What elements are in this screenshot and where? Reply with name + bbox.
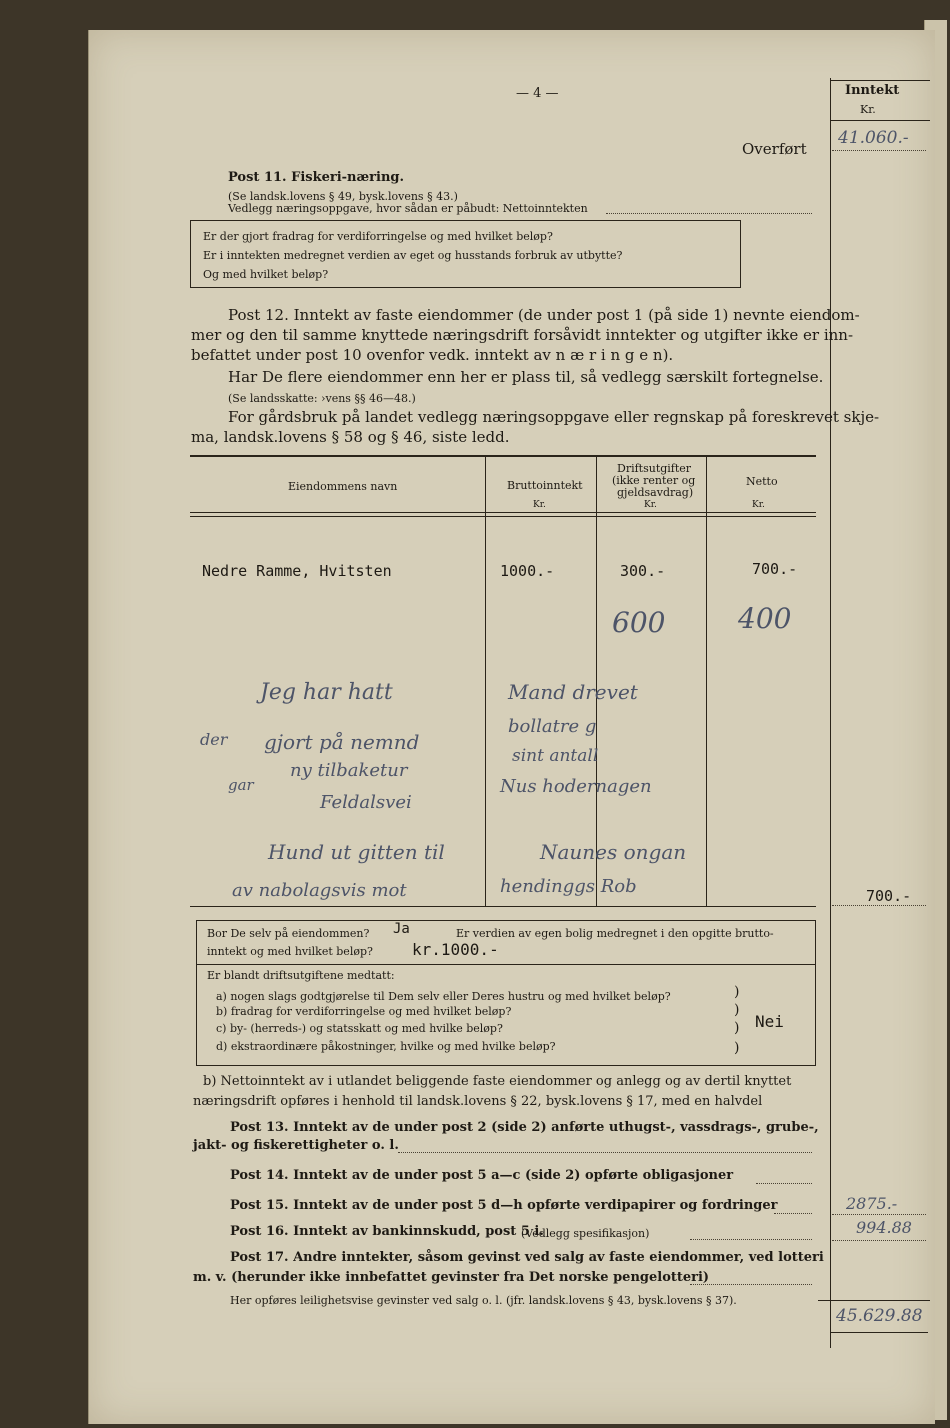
- row-brutto: 1000.-: [500, 562, 555, 580]
- table-header-rule: [190, 512, 816, 513]
- inntekt-column: [830, 78, 931, 1348]
- page-number: — 4 —: [516, 86, 559, 101]
- inntekt-post12-value: 700.-: [866, 887, 912, 905]
- table-top-rule: [190, 455, 816, 457]
- handwritten-note: ny tilbaketur: [290, 760, 408, 781]
- bracket: ): [734, 1002, 740, 1018]
- post15-line: Post 15. Inntekt av de under post 5 d—h opførte verdipapirer og fordringer: [230, 1198, 778, 1213]
- inntekt-dots: [832, 1240, 926, 1241]
- post16-line: Post 16. Inntekt av bankinnskudd, post 5 i.: [230, 1224, 544, 1239]
- inntekt-header-rule: [830, 120, 930, 121]
- post12-line: Post 12. Inntekt av faste eiendommer (de under post 1 (på side 1) nevnte eiendom-: [228, 306, 860, 324]
- blandt-label: Er blandt driftsutgiftene medtatt:: [207, 969, 395, 982]
- col-unit: Kr.: [752, 500, 765, 510]
- handwritten-netto-correction: 400: [738, 602, 792, 635]
- bor-box-divider: [196, 964, 816, 965]
- col-header-drift: gjeldsavdrag): [617, 486, 694, 499]
- handwritten-drift-correction: 600: [612, 606, 666, 639]
- post12-line: befattet under post 10 ovenfor vedk. inntekt av n æ r i n g e n).: [191, 346, 674, 364]
- col-unit: Kr.: [644, 500, 657, 510]
- handwritten-note: Hund ut gitten til: [268, 840, 445, 864]
- row-netto: 700.-: [752, 560, 798, 578]
- handwritten-note: hendinggs Rob: [500, 876, 637, 897]
- col-header-netto: Netto: [746, 475, 778, 488]
- handwritten-note: Mand drevet: [508, 680, 638, 704]
- post17-line: Post 17. Andre inntekter, såsom gevinst ved salg av faste eiendommer, ved lotteri: [230, 1250, 824, 1265]
- row-eiendom-navn: Nedre Ramme, Hvitsten: [202, 562, 392, 580]
- row-drift: 300.-: [620, 562, 666, 580]
- inntekt-header: Inntekt: [845, 83, 900, 98]
- dot-leader: [774, 1213, 812, 1214]
- bor-question: Bor De selv på eiendommen?: [207, 927, 370, 940]
- table-bottom-rule: [190, 906, 816, 907]
- dot-leader: [690, 1239, 812, 1240]
- post17-line: m. v. (herunder ikke innbefattet gevinster fra Det norske pengelotteri): [193, 1270, 710, 1285]
- table-header-rule: [190, 516, 816, 517]
- post12-gardsbruk: ma, landsk.lovens § 58 og § 46, siste ledd.: [191, 428, 510, 446]
- bolig-question: Er verdien av egen bolig medregnet i den opgitte brutto-: [456, 927, 774, 940]
- post11-ref: (Se landsk.lovens § 49, bysk.lovens § 43.): [228, 190, 458, 203]
- inntekt-dots: [832, 905, 926, 906]
- post12-ref: (Se landsskatte: ›vens §§ 46—48.): [228, 392, 416, 405]
- post11-title: Post 11. Fiskeri-næring.: [228, 170, 405, 185]
- utlandet-line: næringsdrift opføres i henhold til landsk.lovens § 22, bysk.lovens § 17, med en halvdel: [193, 1094, 763, 1109]
- inntekt-total-rule: [830, 1332, 928, 1333]
- handwritten-note: Jeg har hatt: [260, 680, 393, 705]
- inntekt-post15-value: 2875.-: [846, 1194, 898, 1213]
- post11-box-line: Og med hvilket beløp?: [203, 268, 329, 281]
- handwritten-note: Nus hodernagen: [500, 776, 652, 797]
- blandt-item: c) by- (herreds-) og statsskatt og med hvilke beløp?: [216, 1022, 503, 1035]
- handwritten-note: gar: [228, 776, 254, 794]
- col-header-drift: (ikke renter og: [612, 474, 696, 487]
- handwritten-note: Naunes ongan: [540, 840, 687, 864]
- post12-flere: Har De flere eiendommer enn her er plass til, så vedlegg særskilt fortegnelse.: [228, 368, 824, 386]
- table-col-divider: [706, 456, 707, 906]
- bolig-question-2: inntekt og med hvilket beløp?: [207, 945, 373, 958]
- post13-line: jakt- og fiskerettigheter o. l.: [193, 1138, 399, 1153]
- handwritten-note: Feldalsvei: [320, 792, 412, 813]
- bor-answer: Ja: [393, 921, 410, 937]
- post11-box-line: Er i inntekten medregnet verdien av eget og husstands forbruk av utbytte?: [203, 249, 623, 262]
- col-header-navn: Eiendommens navn: [288, 480, 398, 493]
- handwritten-note: sint antall: [512, 746, 599, 766]
- handwritten-note: av nabolagsvis mot: [232, 880, 407, 901]
- blandt-answer: Nei: [755, 1012, 784, 1031]
- post13-line: Post 13. Inntekt av de under post 2 (side 2) anførte uthugst-, vassdrags-, grube-,: [230, 1120, 819, 1135]
- utlandet-line: b) Nettoinntekt av i utlandet beliggende faste eiendommer og anlegg og av dertil knyttet: [203, 1074, 792, 1089]
- handwritten-note: der: [200, 730, 228, 749]
- post16-note: (Vedlegg spesifikasjon): [521, 1227, 650, 1240]
- inntekt-total-value: 45.629.88: [836, 1306, 923, 1326]
- blandt-item: d) ekstraordinære påkostninger, hvilke og med hvilke beløp?: [216, 1040, 556, 1053]
- post11-line: Vedlegg næringsoppgave, hvor sådan er påbudt: Nettoinntekten: [228, 202, 588, 215]
- dot-leader: [756, 1183, 812, 1184]
- overfort-label: Overført: [742, 140, 807, 158]
- post11-box-line: Er der gjort fradrag for verdiforringelse og med hvilket beløp?: [203, 230, 553, 243]
- post14-line: Post 14. Inntekt av de under post 5 a—c (side 2) opførte obligasjoner: [230, 1168, 734, 1183]
- bolig-answer: kr.1000.-: [412, 940, 499, 959]
- bracket: ): [734, 1020, 740, 1036]
- col-header-drift: Driftsutgifter: [617, 462, 692, 475]
- inntekt-overfort-value: 41.060.-: [838, 128, 909, 148]
- inntekt-post16-value: 994.88: [856, 1218, 912, 1237]
- dot-leader: [690, 1284, 812, 1285]
- post12-line: mer og den til samme knyttede næringsdrift forsåvidt inntekter og utgifter ikke er inn-: [191, 326, 854, 344]
- inntekt-sum-rule: [818, 1300, 930, 1301]
- inntekt-unit: Kr.: [860, 103, 876, 116]
- dot-leader: [606, 213, 812, 214]
- handwritten-note: gjort på nemnd: [264, 730, 420, 754]
- dot-leader: [398, 1152, 812, 1153]
- post12-gardsbruk: For gårdsbruk på landet vedlegg næringsoppgave eller regnskap på foreskrevet skje-: [228, 408, 880, 426]
- col-unit: Kr.: [533, 500, 546, 510]
- inntekt-dots: [832, 150, 926, 151]
- bracket: ): [734, 1040, 740, 1056]
- inntekt-dots: [832, 1214, 926, 1215]
- col-header-brutto: Bruttoinntekt: [507, 479, 583, 492]
- blandt-item: b) fradrag for verdiforringelse og med hvilket beløp?: [216, 1005, 512, 1018]
- blandt-item: a) nogen slags godtgjørelse til Dem selv eller Deres hustru og med hvilket beløp?: [216, 990, 671, 1003]
- handwritten-note: bollatre g: [508, 716, 597, 737]
- table-col-divider: [485, 456, 486, 906]
- bracket: ): [734, 984, 740, 1000]
- post17-note: Her opføres leilighetsvise gevinster ved salg o. l. (jfr. landsk.lovens § 43, bysk.lovens § 37).: [230, 1294, 737, 1307]
- inntekt-top-rule: [830, 80, 930, 81]
